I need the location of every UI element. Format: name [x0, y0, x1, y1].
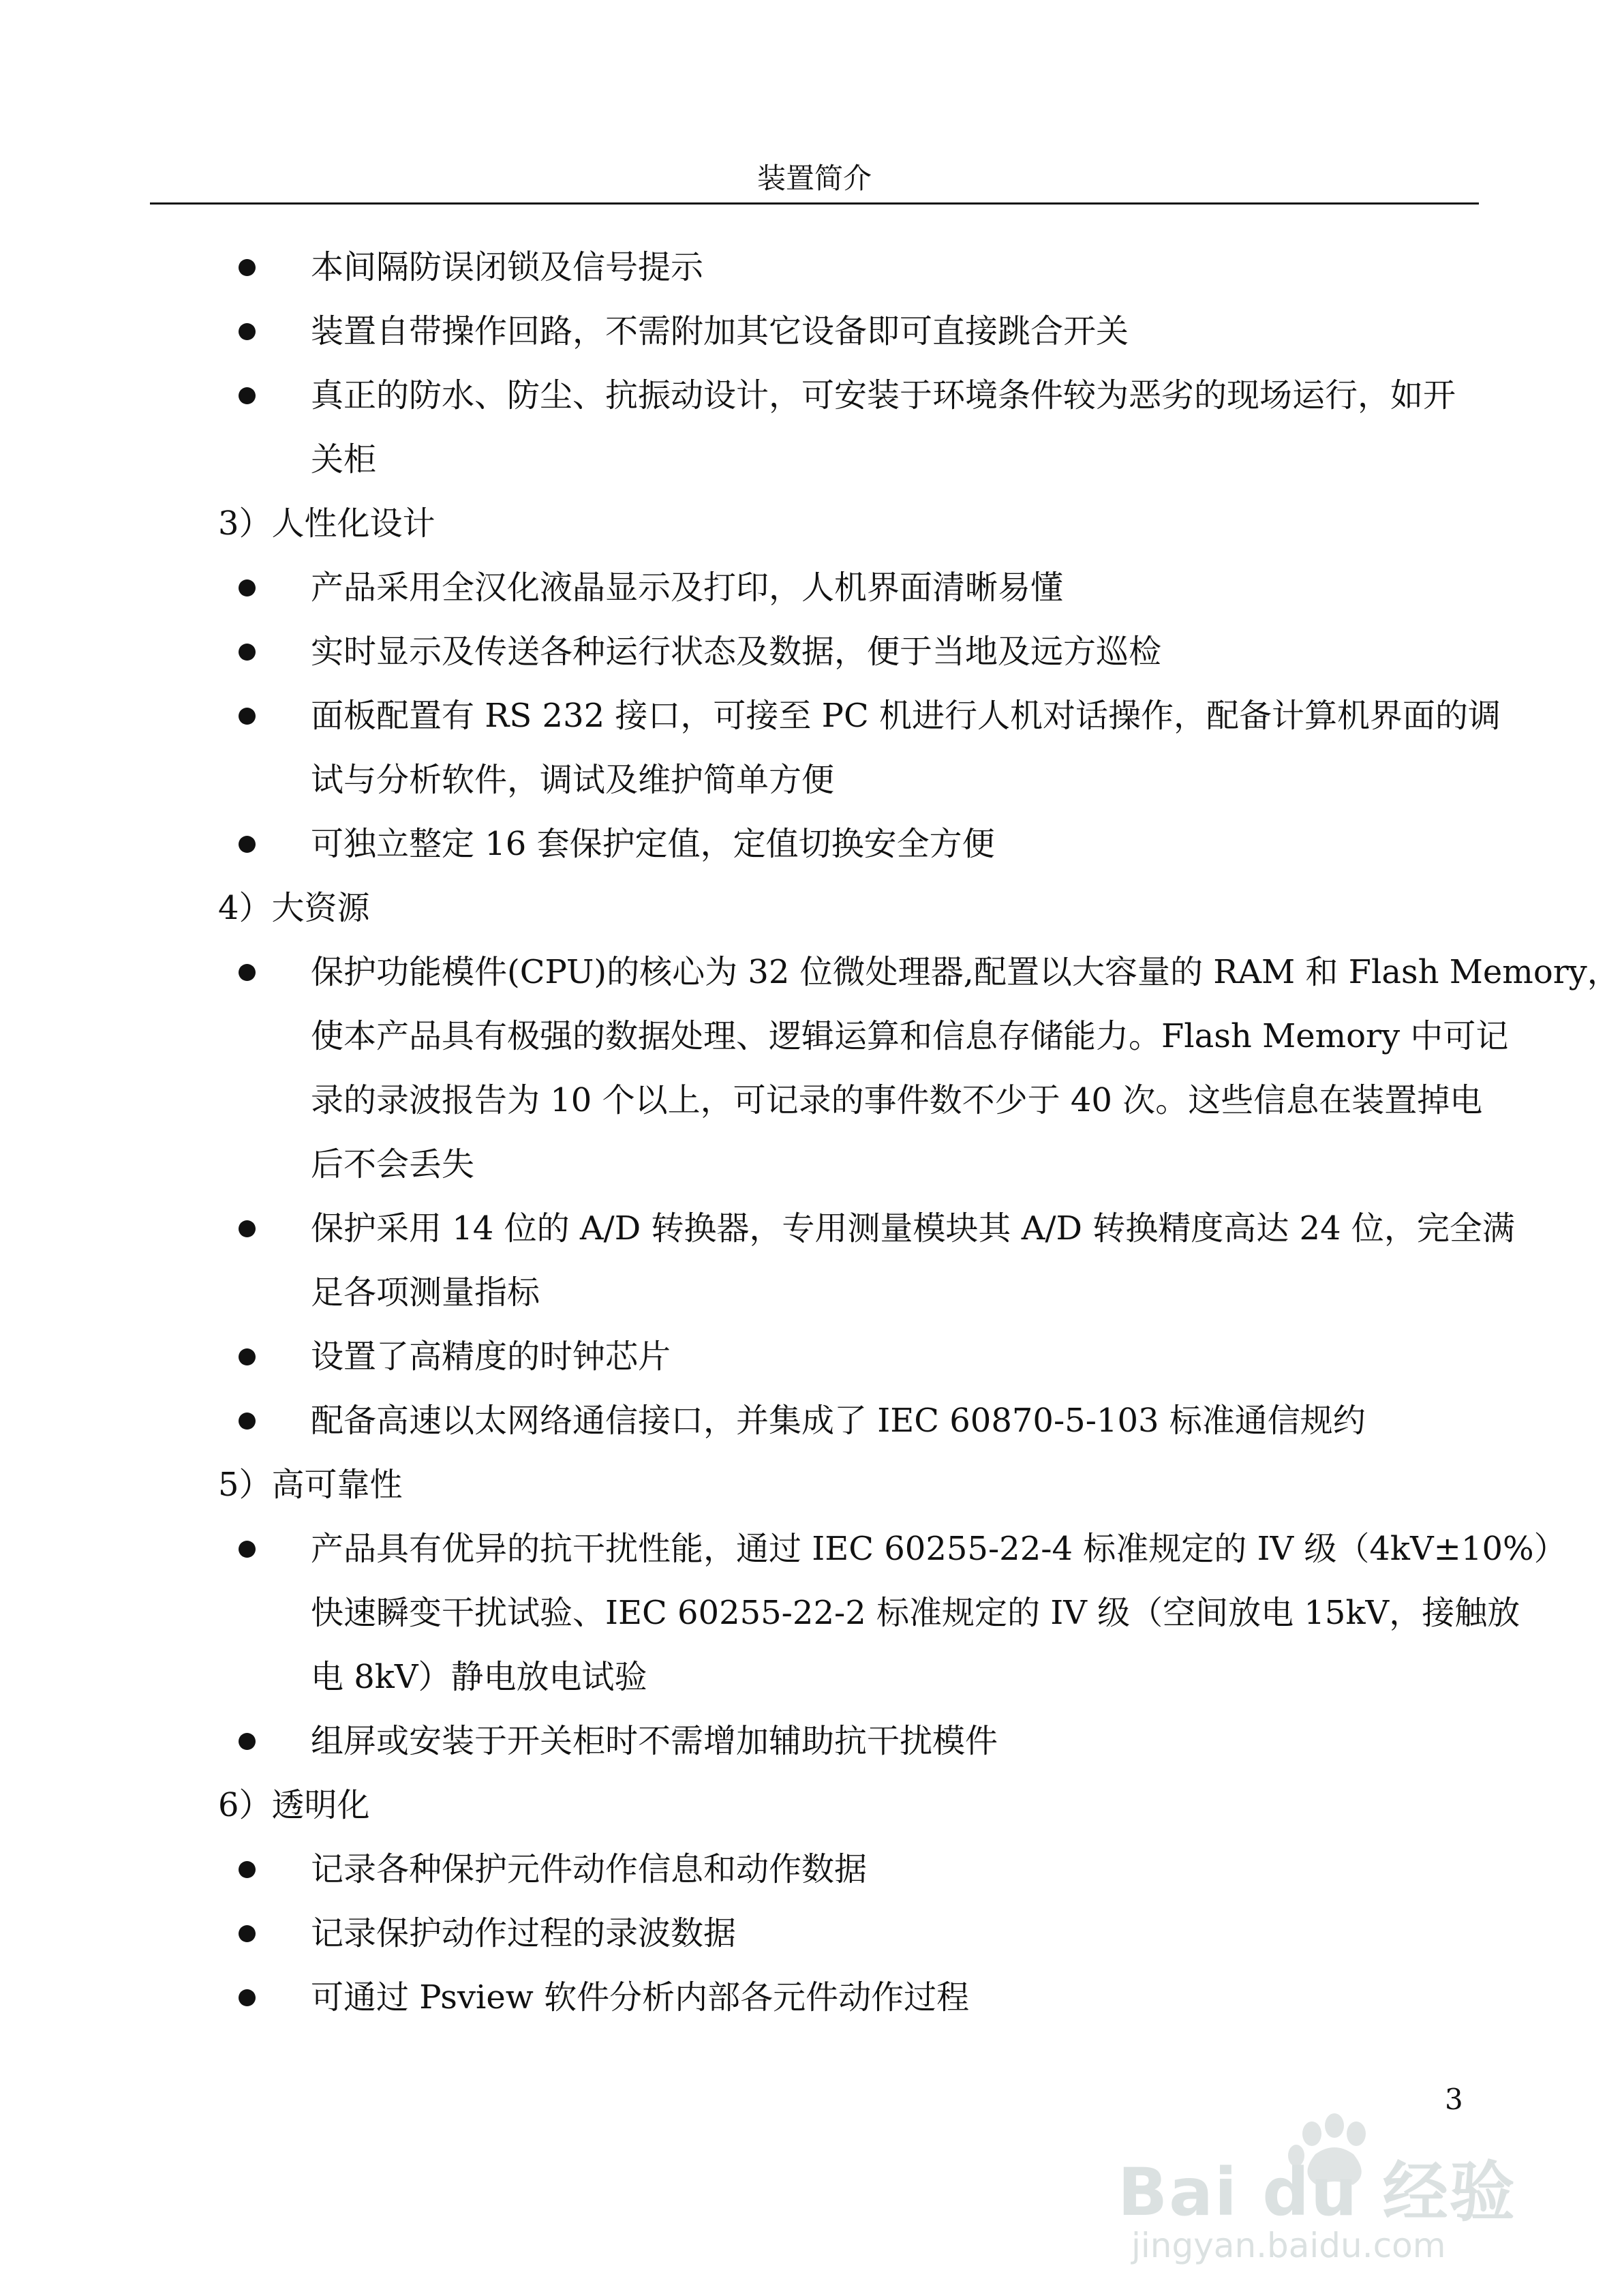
list-item-continuation: 后不会丢失	[311, 1145, 475, 1183]
watermark-brand: Bai du 经验	[1118, 2154, 1516, 2231]
section-heading: 6）透明化	[218, 1786, 370, 1824]
page-header-title: 装置简介	[756, 162, 872, 195]
section-heading: 3）人性化设计	[218, 504, 435, 543]
bullet-icon	[239, 1413, 256, 1430]
watermark-url: jingyan.baidu.com	[1131, 2226, 1446, 2265]
bullet-icon	[239, 836, 256, 853]
list-item: 实时显示及传送各种运行状态及数据，便于当地及远方巡检	[311, 633, 1162, 671]
list-item: 可通过 Psview 软件分析内部各元件动作过程	[311, 1978, 970, 2016]
list-item: 产品具有优异的抗干扰性能，通过 IEC 60255-22-4 标准规定的 IV 级（4kV±10%）	[311, 1530, 1567, 1568]
list-item-continuation: 电 8kV）静电放电试验	[311, 1658, 647, 1696]
list-item-continuation: 快速瞬变干扰试验、IEC 60255-22-2 标准规定的 IV 级（空间放电 15kV，接触放	[311, 1594, 1520, 1632]
bullet-icon	[239, 964, 256, 981]
bullet-icon	[239, 644, 256, 661]
bullet-icon	[239, 1925, 256, 1942]
header-rule	[150, 202, 1479, 205]
section-heading: 4）大资源	[218, 889, 370, 927]
list-item: 设置了高精度的时钟芯片	[311, 1338, 671, 1376]
list-item-continuation: 关柜	[311, 440, 377, 479]
list-item: 面板配置有 RS 232 接口，可接至 PC 机进行人机对话操作，配备计算机界面的调	[311, 697, 1501, 735]
list-item: 配备高速以太网络通信接口，并集成了 IEC 60870-5-103 标准通信规约	[311, 1402, 1366, 1440]
bullet-icon	[239, 579, 256, 596]
section-heading: 5）高可靠性	[218, 1466, 403, 1504]
bullet-icon	[239, 1989, 256, 2006]
list-item: 记录保护动作过程的录波数据	[311, 1914, 737, 1952]
bullet-icon	[239, 1733, 256, 1750]
list-item: 组屏或安装于开关柜时不需增加辅助抗干扰模件	[311, 1722, 998, 1760]
list-item: 保护功能模件(CPU)的核心为 32 位微处理器,配置以大容量的 RAM 和 Flash Memory，	[311, 953, 1620, 991]
bullet-icon	[239, 1861, 256, 1878]
page-number: 3	[1445, 2083, 1463, 2116]
bullet-icon	[239, 708, 256, 725]
list-item: 本间隔防误闭锁及信号提示	[311, 248, 704, 286]
list-item: 记录各种保护元件动作信息和动作数据	[311, 1850, 868, 1888]
list-item: 可独立整定 16 套保护定值，定值切换安全方便	[311, 825, 995, 863]
bullet-icon	[239, 387, 256, 404]
list-item-continuation: 试与分析软件，调试及维护简单方便	[311, 761, 835, 799]
bullet-icon	[239, 1348, 256, 1365]
list-item: 真正的防水、防尘、抗振动设计，可安装于环境条件较为恶劣的现场运行，如开	[311, 376, 1456, 414]
bullet-icon	[239, 259, 256, 276]
list-item-continuation: 足各项测量指标	[311, 1273, 540, 1312]
baidu-jingyan-watermark	[1118, 2100, 1567, 2277]
bullet-icon	[239, 1220, 256, 1237]
list-item: 保护采用 14 位的 A/D 转换器，专用测量模块其 A/D 转换精度高达 24 位，完全满	[311, 1209, 1515, 1248]
list-item: 装置自带操作回路，不需附加其它设备即可直接跳合开关	[311, 312, 1129, 350]
list-item: 产品采用全汉化液晶显示及打印，人机界面清晰易懂	[311, 569, 1064, 607]
bullet-icon	[239, 1541, 256, 1558]
list-item-continuation: 使本产品具有极强的数据处理、逻辑运算和信息存储能力。Flash Memory 中可记	[311, 1017, 1509, 1055]
bullet-icon	[239, 323, 256, 340]
list-item-continuation: 录的录波报告为 10 个以上，可记录的事件数不少于 40 次。这些信息在装置掉电	[311, 1081, 1483, 1119]
